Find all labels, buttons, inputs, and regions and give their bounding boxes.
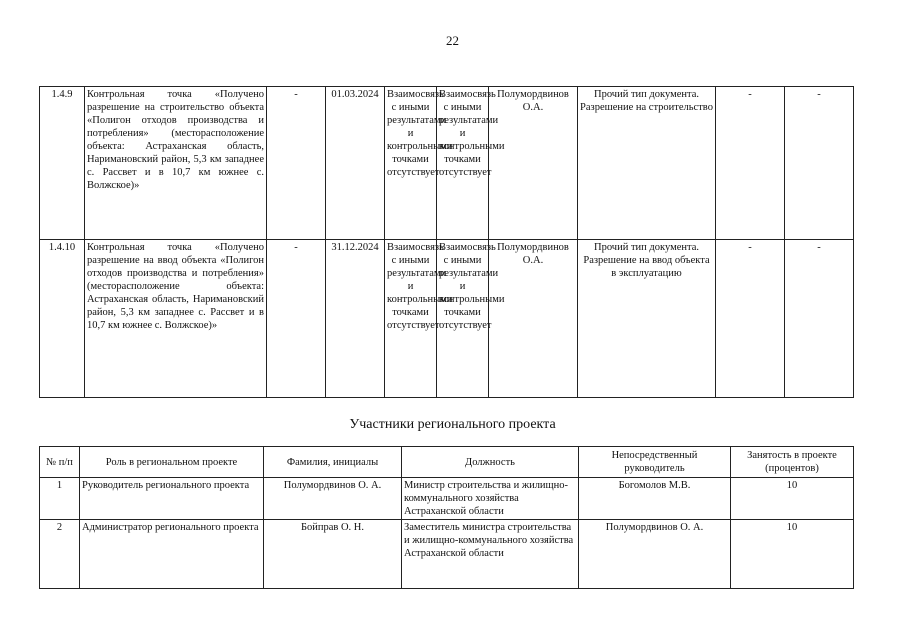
header-load: Занятость в проекте (процентов) — [731, 447, 854, 478]
participant-num: 2 — [40, 520, 80, 589]
participant-name: Бойправ О. Н. — [264, 520, 402, 589]
participant-position: Заместитель министра строительства и жилищно-коммунального хозяйства Астраханской области — [402, 520, 579, 589]
checkpoint-date: 01.03.2024 — [326, 87, 385, 240]
checkpoint-relation-1: Взаимосвязь с иными результатами и контрольными точками отсутствует — [385, 87, 437, 240]
checkpoint-name: Контрольная точка «Получено разрешение на ввод объекта «Полигон отходов производства и потребления» (месторасположение объекта: Астраханская область, Наримановский район, 5,3 км западнее с. Рассвет и в 10,7 км южнее с. Волжское)» — [85, 240, 267, 398]
participants-title: Участники регионального проекта — [349, 417, 556, 432]
table-row — [40, 520, 854, 589]
checkpoint-col3: - — [267, 87, 326, 240]
participant-load: 10 — [731, 520, 854, 589]
checkpoint-col10: - — [785, 240, 854, 398]
checkpoint-doc-type: Прочий тип документа. Разрешение на строительство — [578, 87, 716, 240]
header-position: Должность — [402, 447, 579, 478]
participant-load: 10 — [731, 478, 854, 520]
checkpoint-responsible: Полумордвинов О.А. — [489, 240, 578, 398]
participant-num: 1 — [40, 478, 80, 520]
checkpoint-id: 1.4.9 — [40, 87, 85, 240]
participant-supervisor: Полумордвинов О. А. — [579, 520, 731, 589]
table-header-row — [40, 447, 854, 478]
checkpoint-responsible: Полумордвинов О.А. — [489, 87, 578, 240]
checkpoint-doc-type: Прочий тип документа. Разрешение на ввод объекта в эксплуатацию — [578, 240, 716, 398]
checkpoint-id: 1.4.10 — [40, 240, 85, 398]
checkpoints-table — [39, 86, 854, 398]
checkpoint-relation-2: Взаимосвязь с иными результатами и контрольными точками отсутствует — [437, 87, 489, 240]
header-role: Роль в региональном проекте — [80, 447, 264, 478]
table-row — [40, 87, 854, 240]
participant-role: Администратор регионального проекта — [80, 520, 264, 589]
table-row — [40, 478, 854, 520]
checkpoint-col10: - — [785, 87, 854, 240]
checkpoint-relation-2: Взаимосвязь с иными результатами и контрольными точками отсутствует — [437, 240, 489, 398]
checkpoint-date: 31.12.2024 — [326, 240, 385, 398]
participant-supervisor: Богомолов М.В. — [579, 478, 731, 520]
checkpoint-name: Контрольная точка «Получено разрешение на строительство объекта «Полигон отходов производства и потребления» (месторасположение объекта: Астраханская область, Наримановский район, 5,3 км западнее с. Рассвет и в 10,7 км южнее с. Волжское)» — [85, 87, 267, 240]
header-supervisor: Непосредственный руководитель — [579, 447, 731, 478]
participants-table — [39, 446, 854, 589]
header-num: № п/п — [40, 447, 80, 478]
participant-position: Министр строительства и жилищно-коммунального хозяйства Астраханской области — [402, 478, 579, 520]
table-row — [40, 240, 854, 398]
checkpoint-col9: - — [716, 240, 785, 398]
checkpoint-col3: - — [267, 240, 326, 398]
checkpoint-relation-1: Взаимосвязь с иными результатами и контрольными точками отсутствует — [385, 240, 437, 398]
checkpoint-col9: - — [716, 87, 785, 240]
participant-role: Руководитель регионального проекта — [80, 478, 264, 520]
participant-name: Полумордвинов О. А. — [264, 478, 402, 520]
page-number: 22 — [446, 33, 459, 48]
header-name: Фамилия, инициалы — [264, 447, 402, 478]
